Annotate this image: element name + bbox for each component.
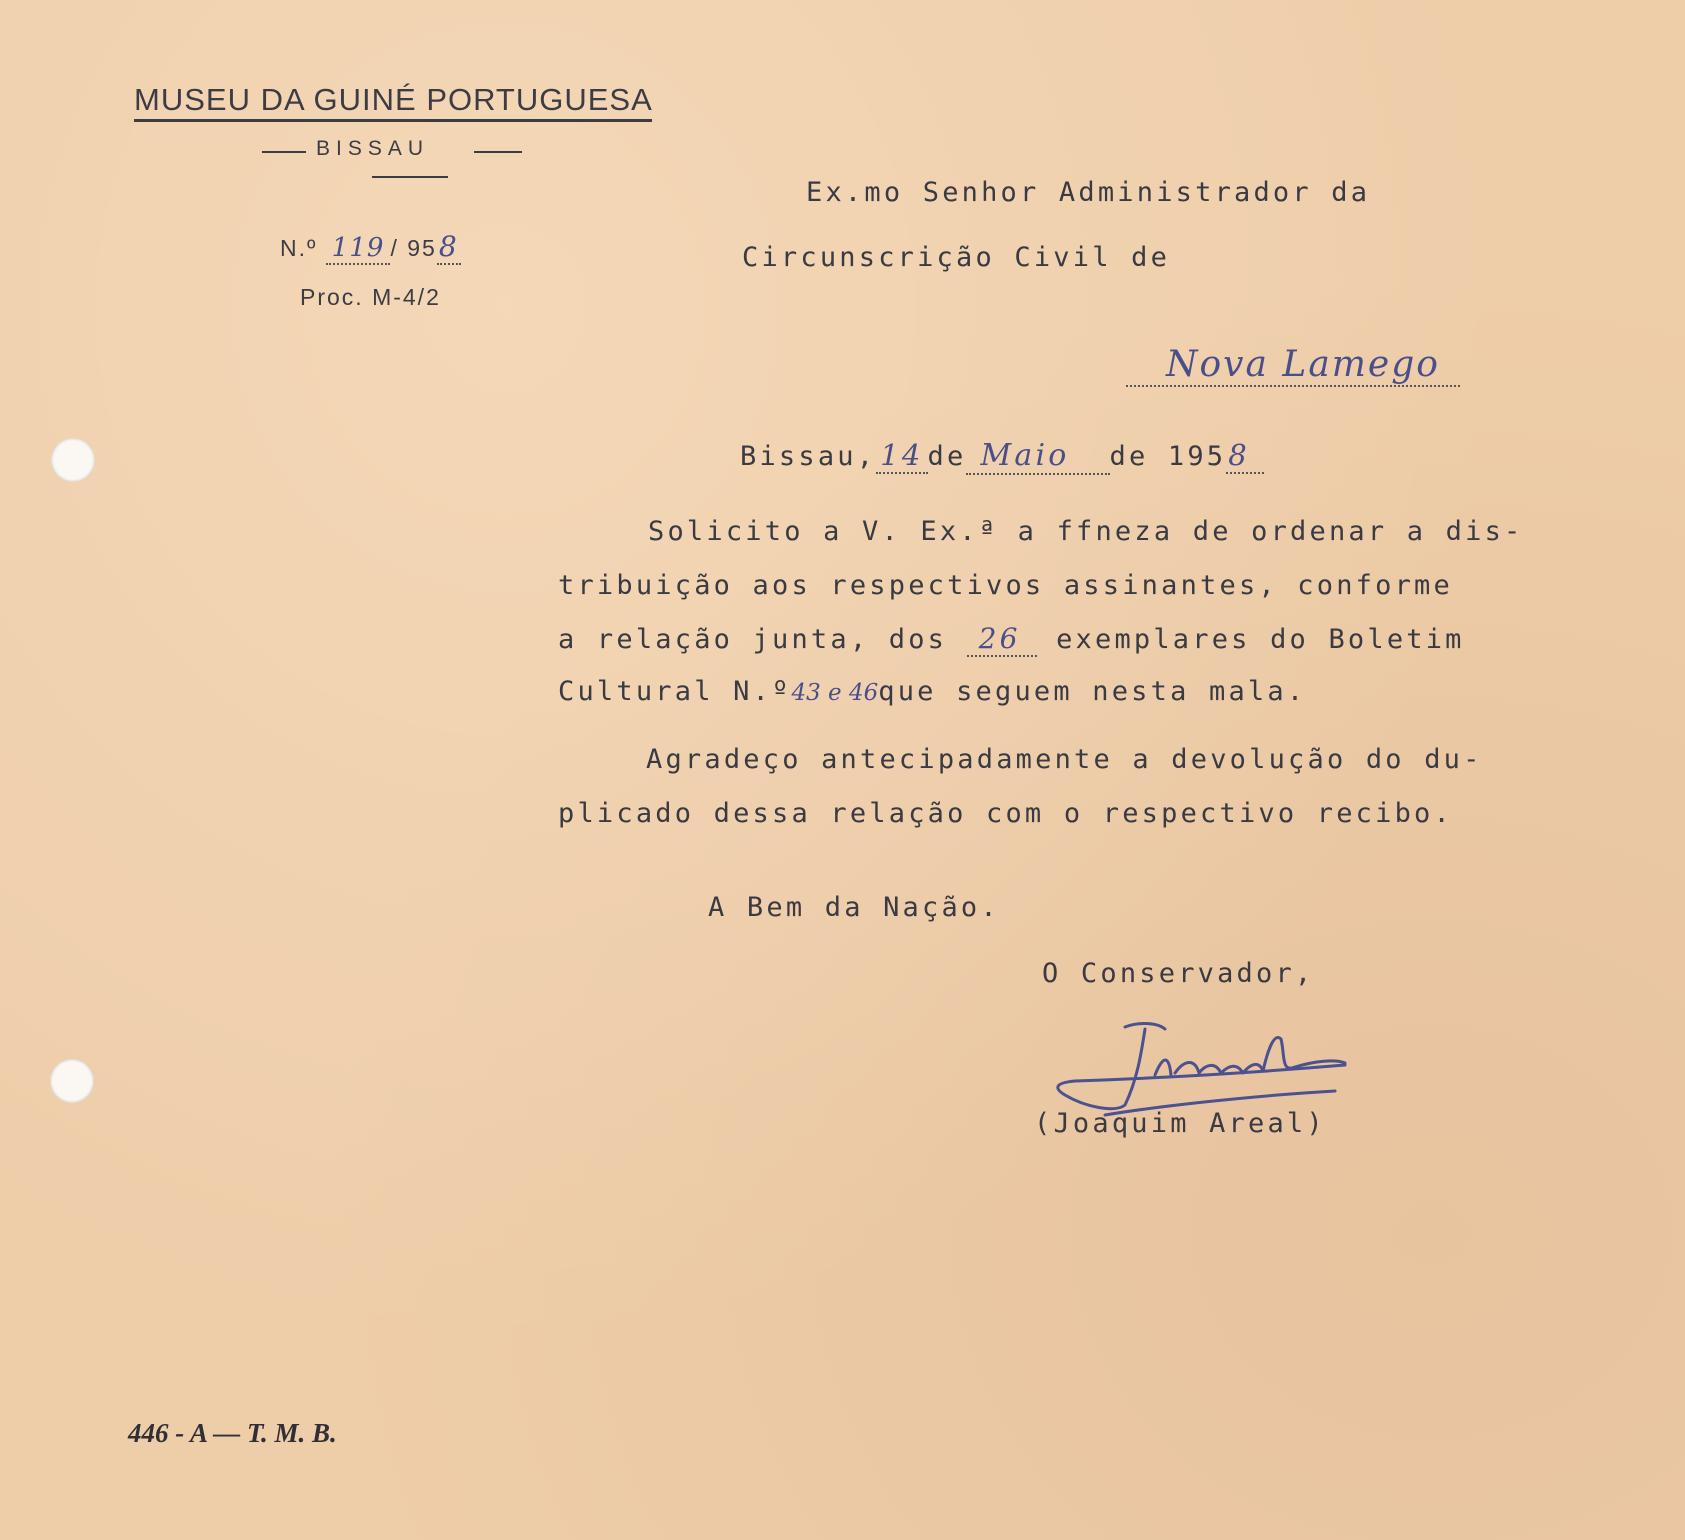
- letterhead-underline: [134, 119, 652, 122]
- date-line: [740, 438, 1264, 475]
- addressee-line-2: Circunscrição Civil de: [742, 242, 1171, 273]
- addressee-place-handwritten: Nova Lamego: [1126, 344, 1460, 387]
- punch-hole-top: [51, 438, 95, 482]
- letterhead-short-rule: [372, 176, 448, 178]
- reference-year-prefix: / 95: [390, 235, 437, 261]
- reference-number: [280, 230, 461, 265]
- body-p1-line-4: [558, 676, 1306, 707]
- body-p1-line-3a: a relação junta, dos: [558, 624, 948, 655]
- body-p1-line-4a: Cultural N.º: [558, 676, 792, 707]
- letterhead-city: BISSAU: [316, 137, 430, 160]
- reference-year-suffix: 8: [438, 230, 459, 263]
- body-p1-line-3b: exemplares do Boletim: [1056, 624, 1465, 655]
- letterhead-institution: MUSEU DA GUINÉ PORTUGUESA: [134, 82, 653, 117]
- date-de-1: de: [927, 441, 967, 472]
- date-year-suffix: 8: [1226, 438, 1264, 474]
- closing-role: O Conservador,: [1042, 958, 1315, 989]
- body-p2-line-1: Agradeço antecipadamente a devolução do du-: [646, 744, 1483, 775]
- body-p2-line-2: plicado dessa relação com o respectivo recibo.: [558, 798, 1453, 829]
- bulletin-numbers: 43 e 46: [791, 680, 879, 706]
- date-day: 14: [876, 438, 927, 474]
- addressee-line-1: Ex.mo Senhor Administrador da: [806, 177, 1371, 208]
- body-p1-line-1: Solicito a V. Ex.ª a ffneza de ordenar a dis-: [648, 516, 1524, 547]
- date-month: Maio: [966, 438, 1109, 475]
- date-de-2: de: [1109, 441, 1149, 472]
- addressee-place: [1126, 344, 1460, 387]
- reference-number-value: 119: [326, 233, 391, 265]
- reference-number-label: N.º: [280, 235, 318, 261]
- punch-hole-bottom: [50, 1059, 94, 1103]
- date-year-prefix: 195: [1167, 441, 1227, 472]
- letterhead-dash-left: [262, 151, 306, 153]
- printer-code: 446 - A — T. M. B.: [128, 1418, 337, 1448]
- closing-salutation: A Bem da Nação.: [708, 892, 1000, 923]
- process-reference: Proc. M-4/2: [300, 284, 441, 310]
- date-city: Bissau,: [740, 441, 877, 472]
- signatory-name: (Joaquim Areal): [1034, 1108, 1326, 1139]
- copies-count: 26: [967, 622, 1037, 657]
- letterhead-dash-right: [474, 151, 522, 153]
- body-p1-line-2: tribuição aos respectivos assinantes, conforme: [558, 570, 1453, 601]
- body-p1-line-4b: que seguem nesta mala.: [878, 676, 1307, 707]
- body-p1-line-3: [558, 622, 1465, 657]
